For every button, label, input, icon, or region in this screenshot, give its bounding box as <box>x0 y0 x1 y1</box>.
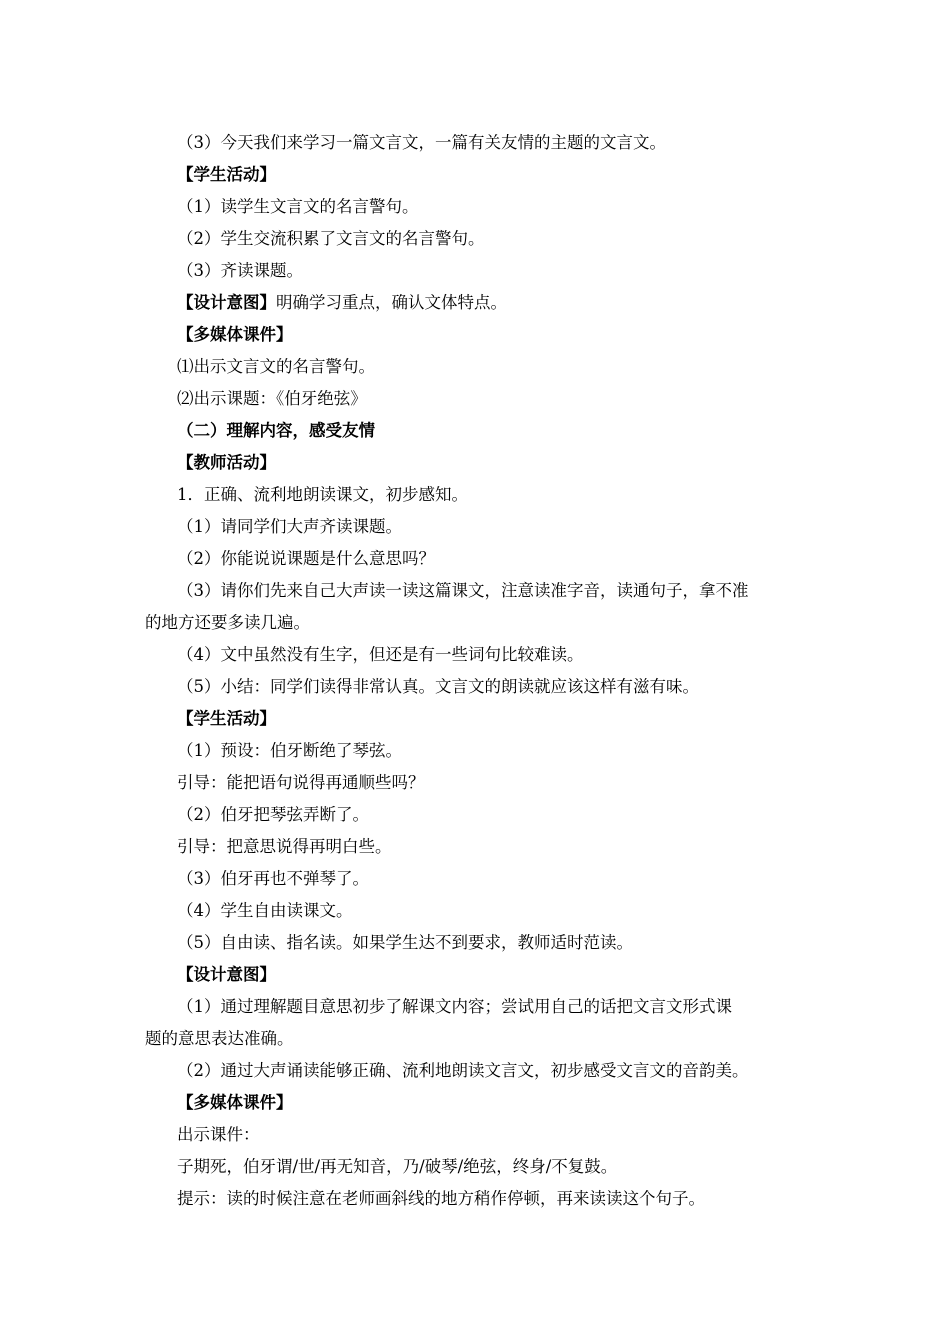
classical-quote: 子期死，伯牙谓/世/再无知音，乃/破琴/绝弦，终身/不复鼓。 <box>177 1157 618 1176</box>
section-heading: （二）理解内容，感受友情 <box>177 421 375 440</box>
paragraph: 提示：读的时候注意在老师画斜线的地方稍作停顿，再来读读这个句子。 <box>177 1189 705 1208</box>
paragraph: （3）齐读课题。 <box>177 261 303 280</box>
paragraph: 引导：能把语句说得再通顺些吗？ <box>177 773 425 792</box>
paragraph: （4）学生自由读课文。 <box>177 901 353 920</box>
paragraph: （4）文中虽然没有生字，但还是有一些词句比较难读。 <box>177 645 584 664</box>
section-heading: 【多媒体课件】 <box>177 1093 293 1112</box>
paragraph: 出示课件： <box>177 1125 260 1144</box>
paragraph: （2）通过大声诵读能够正确、流利地朗读文言文，初步感受文言文的音韵美。 <box>177 1061 749 1080</box>
paragraph: ⑴出示文言文的名言警句。 <box>177 357 375 376</box>
paragraph: （2）你能说说课题是什么意思吗？ <box>177 549 435 568</box>
section-heading: 【教师活动】 <box>177 453 276 472</box>
design-intent-line <box>177 293 842 313</box>
paragraph: （1）读学生文言文的名言警句。 <box>177 197 419 216</box>
paragraph: 题的意思表达准确。 <box>145 1029 294 1048</box>
paragraph: （2）伯牙把琴弦弄断了。 <box>177 805 369 824</box>
paragraph: （3）伯牙再也不弹琴了。 <box>177 869 369 888</box>
paragraph: 1．正确、流利地朗读课文，初步感知。 <box>177 485 468 504</box>
section-heading: 【多媒体课件】 <box>177 325 293 344</box>
paragraph: （2）学生交流积累了文言文的名言警句。 <box>177 229 485 248</box>
paragraph: （1）请同学们大声齐读课题。 <box>177 517 402 536</box>
paragraph: （1）通过理解题目意思初步了解课文内容；尝试用自己的话把文言文形式课 <box>177 997 732 1016</box>
paragraph: 引导：把意思说得再明白些。 <box>177 837 392 856</box>
section-heading: 【设计意图】 <box>177 293 276 312</box>
paragraph: ⑵出示课题：《伯牙绝弦》 <box>177 389 367 408</box>
paragraph: 的地方还要多读几遍。 <box>145 613 310 632</box>
section-heading: 【学生活动】 <box>177 165 276 184</box>
paragraph: 明确学习重点，确认文体特点。 <box>276 293 507 312</box>
section-heading: 【设计意图】 <box>177 965 276 984</box>
paragraph: （5）小结：同学们读得非常认真。文言文的朗读就应该这样有滋有味。 <box>177 677 699 696</box>
paragraph: （1）预设：伯牙断绝了琴弦。 <box>177 741 402 760</box>
paragraph: （5）自由读、指名读。如果学生达不到要求，教师适时范读。 <box>177 933 633 952</box>
paragraph: （3）请你们先来自己大声读一读这篇课文，注意读准字音，读通句子，拿不准 <box>177 581 749 600</box>
section-heading: 【学生活动】 <box>177 709 276 728</box>
paragraph: （3）今天我们来学习一篇文言文，一篇有关友情的主题的文言文。 <box>177 133 666 152</box>
